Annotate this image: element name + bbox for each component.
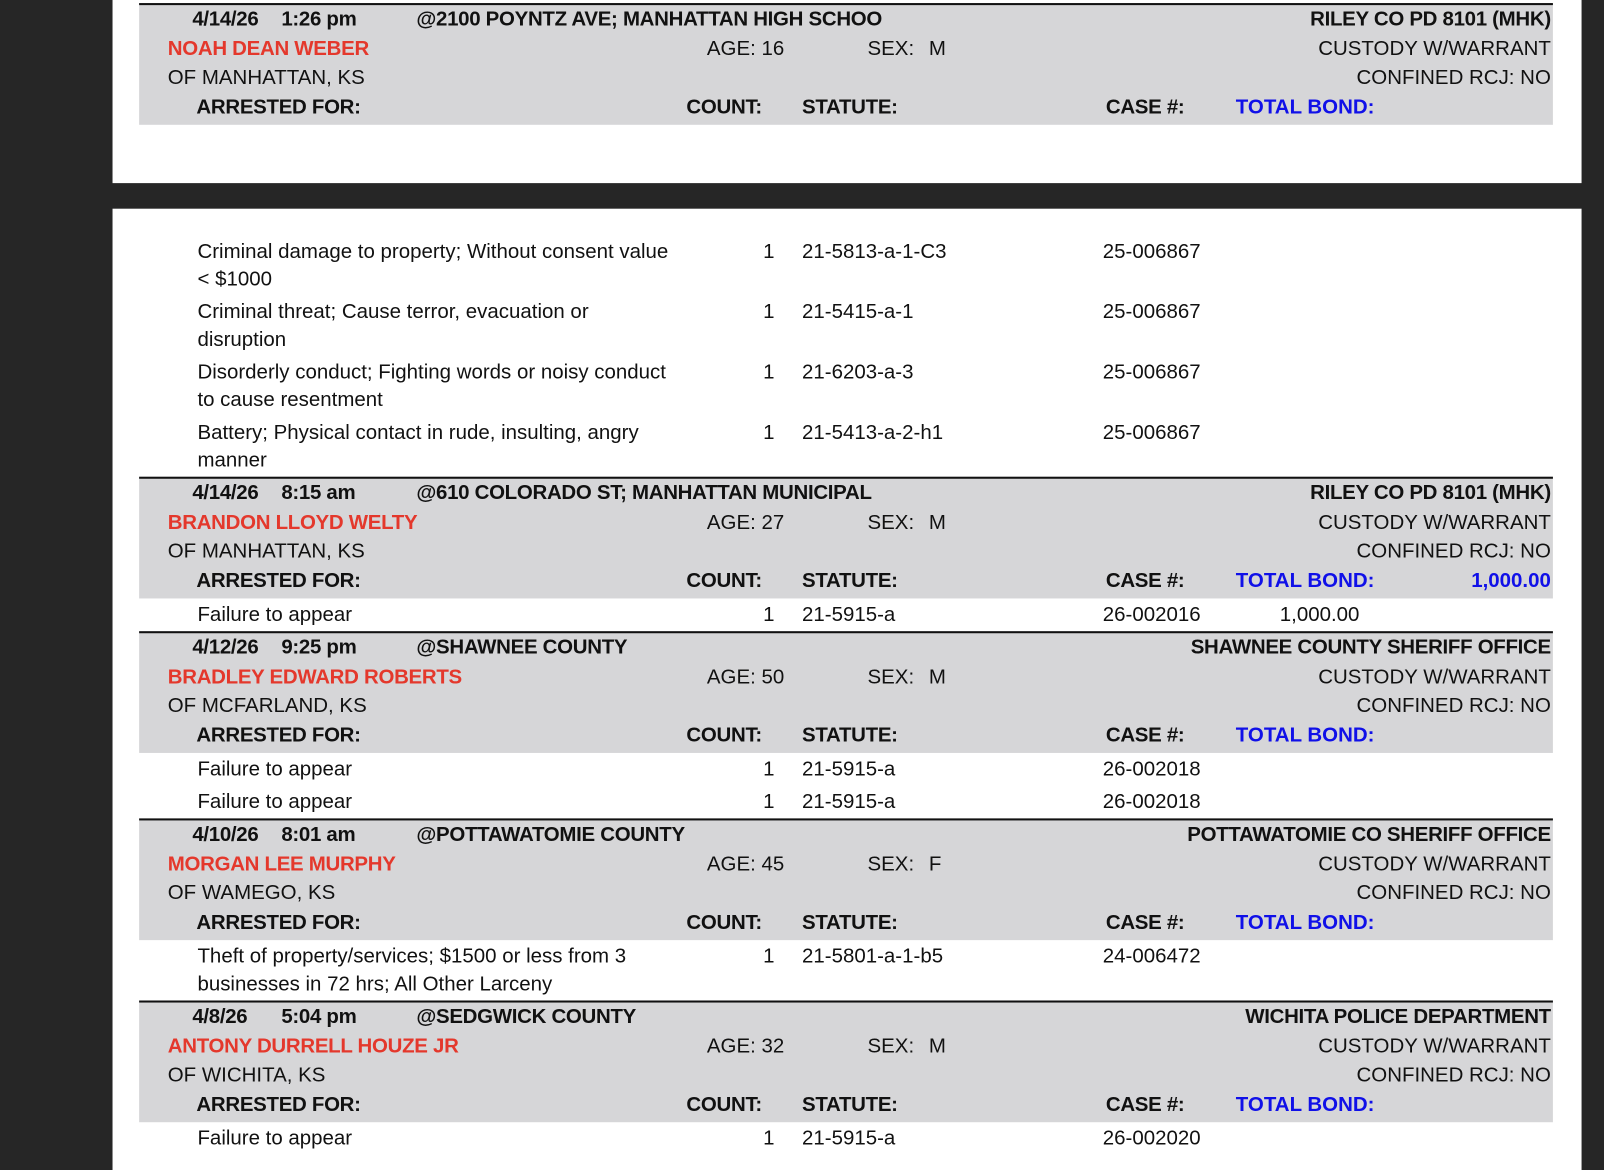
charge-row (139, 416, 1553, 476)
arresting-agency: RILEY CO PD 8101 (MHK) (1310, 481, 1551, 505)
count-label: COUNT: (686, 1093, 762, 1116)
charge-statute: 21-5915-a (802, 1127, 896, 1150)
charge-statute: 21-5801-a-1-b5 (802, 945, 944, 968)
residence: OF MCFARLAND, KS (167, 694, 367, 718)
charge-description: Failure to appear (197, 790, 353, 814)
statute-label: STATUTE: (802, 95, 898, 119)
sex-value: M (928, 37, 946, 60)
arrested-for-label: ARRESTED FOR: (196, 723, 361, 747)
residence: OF MANHATTAN, KS (167, 540, 365, 563)
charge-row (139, 598, 1553, 631)
charge-case-number: 25-006867 (1102, 300, 1201, 324)
custody-status: CUSTODY W/WARRANT (1318, 852, 1551, 876)
statute-label: STATUTE: (802, 723, 898, 747)
total-bond-label: TOTAL BOND: (1235, 569, 1375, 592)
charge-case-number: 26-002020 (1102, 1127, 1201, 1150)
charge-case-number: 25-006867 (1102, 361, 1201, 384)
charge-description: Criminal damage to property; Without consent value < $1000 (197, 240, 669, 291)
confined-status: CONFINED RCJ: NO (1356, 881, 1551, 905)
count-label: COUNT: (686, 723, 762, 747)
arrest-date: 4/14/26 (192, 481, 259, 505)
arrest-record-header (139, 1000, 1553, 1122)
case-label: CASE #: (1105, 1093, 1185, 1116)
charge-case-number: 25-006867 (1102, 421, 1201, 444)
charge-count: 1 (763, 758, 775, 781)
arrest-date: 4/12/26 (192, 636, 259, 659)
age: AGE: 50 (706, 665, 785, 688)
charge-count: 1 (763, 421, 775, 444)
charge-statute: 21-5813-a-1-C3 (802, 240, 947, 263)
sex-label: SEX: (867, 510, 915, 534)
confined-status: CONFINED RCJ: NO (1356, 66, 1551, 90)
charge-description: Failure to appear (197, 603, 353, 627)
sex-label: SEX: (867, 1034, 915, 1058)
count-label: COUNT: (686, 95, 762, 119)
case-label: CASE #: (1105, 910, 1185, 934)
confined-status: CONFINED RCJ: NO (1356, 540, 1551, 563)
case-label: CASE #: (1105, 95, 1185, 119)
charge-statute: 21-5915-a (802, 758, 896, 781)
total-bond-label: TOTAL BOND: (1235, 1093, 1375, 1116)
arrest-time: 8:15 am (281, 481, 356, 505)
arrestee-name: MORGAN LEE MURPHY (167, 852, 396, 876)
charge-row (139, 356, 1553, 416)
arrested-for-label: ARRESTED FOR: (196, 569, 361, 592)
arrest-location: @610 COLORADO ST; MANHATTAN MUNICIPAL (416, 481, 872, 505)
arrest-record-header (139, 818, 1553, 940)
charge-description: Theft of property/services; $1500 or less from 3 businesses in 72 hrs; All Other Larceny (197, 945, 627, 996)
age: AGE: 45 (706, 852, 785, 876)
arrest-location: @2100 POYNTZ AVE; MANHATTAN HIGH SCHOO (416, 8, 883, 31)
charge-description: Failure to appear (197, 1127, 353, 1150)
arrest-time: 8:01 am (281, 823, 356, 847)
custody-status: CUSTODY W/WARRANT (1318, 37, 1551, 60)
arrestee-name: ANTONY DURRELL HOUZE JR (167, 1034, 459, 1058)
charge-description: Battery; Physical contact in rude, insulting, angry manner (197, 421, 639, 472)
count-label: COUNT: (686, 910, 762, 934)
charge-statute: 21-5915-a (802, 790, 896, 814)
sex-value: M (928, 510, 946, 534)
charge-count: 1 (763, 603, 775, 627)
arrest-record-header (139, 477, 1553, 599)
charge-row (139, 235, 1553, 295)
charge-count: 1 (763, 945, 775, 968)
charge-row (139, 1122, 1553, 1155)
charge-row (139, 296, 1553, 356)
charge-count: 1 (763, 240, 775, 263)
sex-value: M (928, 1034, 946, 1058)
total-bond-label: TOTAL BOND: (1235, 95, 1375, 119)
charge-statute: 21-5415-a-1 (802, 300, 914, 324)
arresting-agency: RILEY CO PD 8101 (MHK) (1310, 8, 1551, 31)
charge-row (139, 940, 1553, 1000)
arrest-record-header (139, 631, 1553, 753)
confined-status: CONFINED RCJ: NO (1356, 1063, 1551, 1087)
charge-case-number: 26-002016 (1102, 603, 1201, 627)
charge-statute: 21-5915-a (802, 603, 896, 627)
arrest-location: @SHAWNEE COUNTY (416, 636, 628, 659)
charge-statute: 21-5413-a-2-h1 (802, 421, 944, 444)
charge-count: 1 (763, 300, 775, 324)
total-bond-label: TOTAL BOND: (1235, 910, 1375, 934)
case-label: CASE #: (1105, 569, 1185, 592)
case-label: CASE #: (1105, 723, 1185, 747)
charge-count: 1 (763, 790, 775, 814)
arresting-agency: POTTAWATOMIE CO SHERIFF OFFICE (1187, 823, 1551, 847)
charge-description: Failure to appear (197, 758, 353, 781)
total-bond-label: TOTAL BOND: (1235, 723, 1375, 747)
arrested-for-label: ARRESTED FOR: (196, 910, 361, 934)
count-label: COUNT: (686, 569, 762, 592)
charge-count: 1 (763, 1127, 775, 1150)
arrested-for-label: ARRESTED FOR: (196, 95, 361, 119)
charge-row (139, 753, 1553, 786)
arrest-location: @SEDGWICK COUNTY (416, 1005, 637, 1029)
charge-case-number: 26-002018 (1102, 790, 1201, 814)
arrest-time: 9:25 pm (281, 636, 357, 659)
sex-label: SEX: (867, 852, 915, 876)
page-2 (113, 209, 1582, 1170)
sex-value: F (928, 852, 942, 876)
charge-statute: 21-6203-a-3 (802, 361, 914, 384)
residence: OF WAMEGO, KS (167, 881, 336, 905)
arrest-time: 1:26 pm (281, 8, 357, 31)
arrestee-name: BRADLEY EDWARD ROBERTS (167, 665, 462, 688)
residence: OF WICHITA, KS (167, 1063, 326, 1087)
arrestee-name: BRANDON LLOYD WELTY (167, 510, 418, 534)
charge-description: Criminal threat; Cause terror, evacuation or disruption (197, 300, 589, 351)
custody-status: CUSTODY W/WARRANT (1318, 665, 1551, 688)
charge-bond: 1,000.00 (1279, 603, 1360, 627)
total-bond-value: 1,000.00 (1471, 569, 1551, 592)
statute-label: STATUTE: (802, 1093, 898, 1116)
page-1 (113, 0, 1582, 183)
statute-label: STATUTE: (802, 569, 898, 592)
arrest-date: 4/14/26 (192, 8, 259, 31)
charge-case-number: 24-006472 (1102, 945, 1201, 968)
charge-description: Disorderly conduct; Fighting words or noisy conduct to cause resentment (197, 361, 666, 412)
age: AGE: 32 (706, 1034, 785, 1058)
arrest-location: @POTTAWATOMIE COUNTY (416, 823, 685, 847)
custody-status: CUSTODY W/WARRANT (1318, 510, 1551, 534)
arresting-agency: SHAWNEE COUNTY SHERIFF OFFICE (1190, 636, 1551, 659)
sex-value: M (928, 665, 946, 688)
statute-label: STATUTE: (802, 910, 898, 934)
charge-case-number: 26-002018 (1102, 758, 1201, 781)
sex-label: SEX: (867, 665, 915, 688)
charge-count: 1 (763, 361, 775, 384)
arrest-date: 4/8/26 (192, 1005, 248, 1029)
charge-row (139, 786, 1553, 819)
arrest-record-header (139, 3, 1553, 125)
sex-label: SEX: (867, 37, 915, 60)
confined-status: CONFINED RCJ: NO (1356, 694, 1551, 718)
custody-status: CUSTODY W/WARRANT (1318, 1034, 1551, 1058)
arrest-time: 5:04 pm (281, 1005, 357, 1029)
residence: OF MANHATTAN, KS (167, 66, 365, 90)
arrestee-name: NOAH DEAN WEBER (167, 37, 369, 60)
charge-case-number: 25-006867 (1102, 240, 1201, 263)
arrest-date: 4/10/26 (192, 823, 259, 847)
arrested-for-label: ARRESTED FOR: (196, 1093, 361, 1116)
arresting-agency: WICHITA POLICE DEPARTMENT (1245, 1005, 1551, 1029)
age: AGE: 16 (706, 37, 785, 60)
age: AGE: 27 (706, 510, 785, 534)
